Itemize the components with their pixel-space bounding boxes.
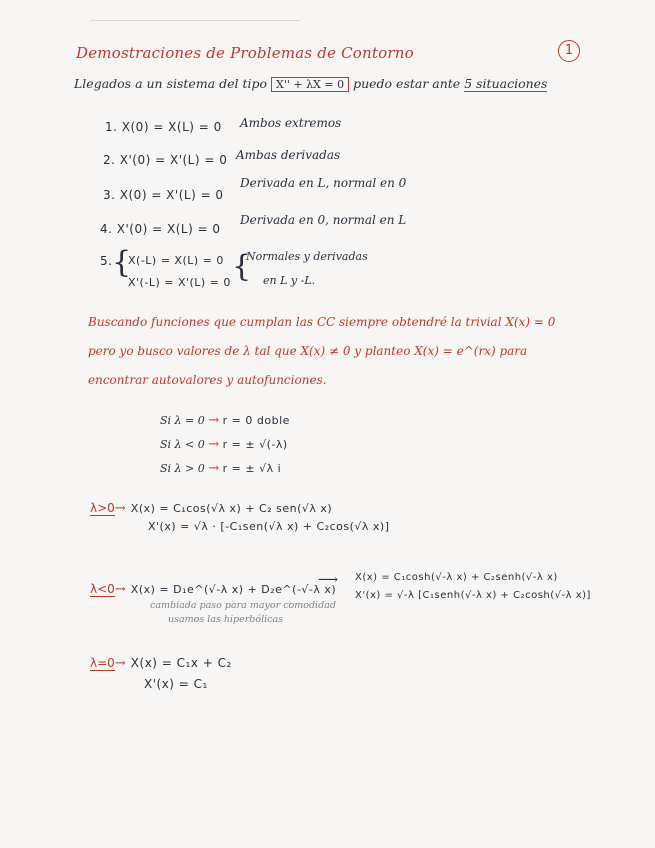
page-top-rule xyxy=(90,20,300,21)
paragraph-line-1: Buscando funciones que cumplan las CC siempre obtendré la trivial X(x) = 0 xyxy=(88,315,556,329)
case-1-condition: 1. X(0) = X(L) = 0 xyxy=(105,120,222,134)
case-1-desc: Ambos extremos xyxy=(240,116,342,130)
case-5-number: 5. xyxy=(100,254,113,268)
lambda-positive-xprime: X'(x) = √λ · [-C₁sen(√λ x) + C₂cos(√λ x)] xyxy=(148,520,390,533)
case-2-condition: 2. X'(0) = X'(L) = 0 xyxy=(103,153,228,167)
lambda-negative-x-hyperbolic: X(x) = C₁cosh(√-λ x) + C₂senh(√-λ x) xyxy=(355,572,558,583)
long-arrow: ⟶ xyxy=(318,572,339,588)
page-number: 1 xyxy=(558,40,580,62)
lambda-zero-row: λ=0→ X(x) = C₁x + C₂ xyxy=(90,656,232,671)
paragraph-line-2: pero yo busco valores de λ tal que X(x) ≠ 0 y planteo X(x) = e^(rx) para xyxy=(88,344,528,358)
intro-text: Llegados a un sistema del tipo xyxy=(74,76,268,91)
lambda-negative-xprime-hyperbolic: X'(x) = √-λ [C₁senh(√-λ x) + C₂cosh(√-λ x)] xyxy=(355,590,591,601)
page-title: Demostraciones de Problemas de Contorno xyxy=(76,44,414,62)
lambda-positive-tag: λ>0 xyxy=(90,501,115,515)
root-case-zero: Si λ = 0 → r = 0 doble xyxy=(160,413,290,428)
note-line-2: usamos las hiperbólicas xyxy=(168,614,284,625)
lambda-negative-row: λ<0→ X(x) = D₁e^(√-λ x) + D₂e^(-√-λ x) xyxy=(90,582,337,597)
root-case-positive: Si λ > 0 → r = ± √λ i xyxy=(160,461,282,476)
right-brace: { xyxy=(232,249,252,284)
case-5-desc-2: en L y -L. xyxy=(263,274,316,287)
left-brace: { xyxy=(112,245,132,280)
lambda-positive-x: X(x) = C₁cos(√λ x) + C₂ sen(√λ x) xyxy=(130,502,333,515)
case-5-cond-2: X'(-L) = X'(L) = 0 xyxy=(128,276,231,289)
case-4-condition: 4. X'(0) = X(L) = 0 xyxy=(100,222,221,236)
five-situations: 5 situaciones xyxy=(464,76,548,91)
intro-text-after: puedo estar ante xyxy=(353,76,461,91)
case-5-desc-1: Normales y derivadas xyxy=(246,250,368,263)
lambda-negative-x: X(x) = D₁e^(√-λ x) + D₂e^(-√-λ x) xyxy=(130,583,337,596)
case-2-desc: Ambas derivadas xyxy=(236,148,341,162)
intro-line xyxy=(74,76,547,91)
case-5-cond-1: X(-L) = X(L) = 0 xyxy=(128,254,224,267)
lambda-positive-row: λ>0→ X(x) = C₁cos(√λ x) + C₂ sen(√λ x) xyxy=(90,501,333,516)
case-3-desc: Derivada en L, normal en 0 xyxy=(240,176,407,190)
paragraph-line-3: encontrar autovalores y autofunciones. xyxy=(88,373,327,387)
lambda-zero-xprime: X'(x) = C₁ xyxy=(144,677,208,691)
lambda-zero-x: X(x) = C₁x + C₂ xyxy=(130,656,232,670)
equation-box: X'' + λX = 0 xyxy=(271,77,349,92)
root-case-negative: Si λ < 0 → r = ± √(-λ) xyxy=(160,437,288,452)
note-line-1: cambiada paso para mayor comodidad xyxy=(150,600,336,611)
case-3-condition: 3. X(0) = X'(L) = 0 xyxy=(103,188,224,202)
lambda-zero-tag: λ=0 xyxy=(90,656,115,670)
lambda-negative-tag: λ<0 xyxy=(90,582,115,596)
case-4-desc: Derivada en 0, normal en L xyxy=(240,213,407,227)
